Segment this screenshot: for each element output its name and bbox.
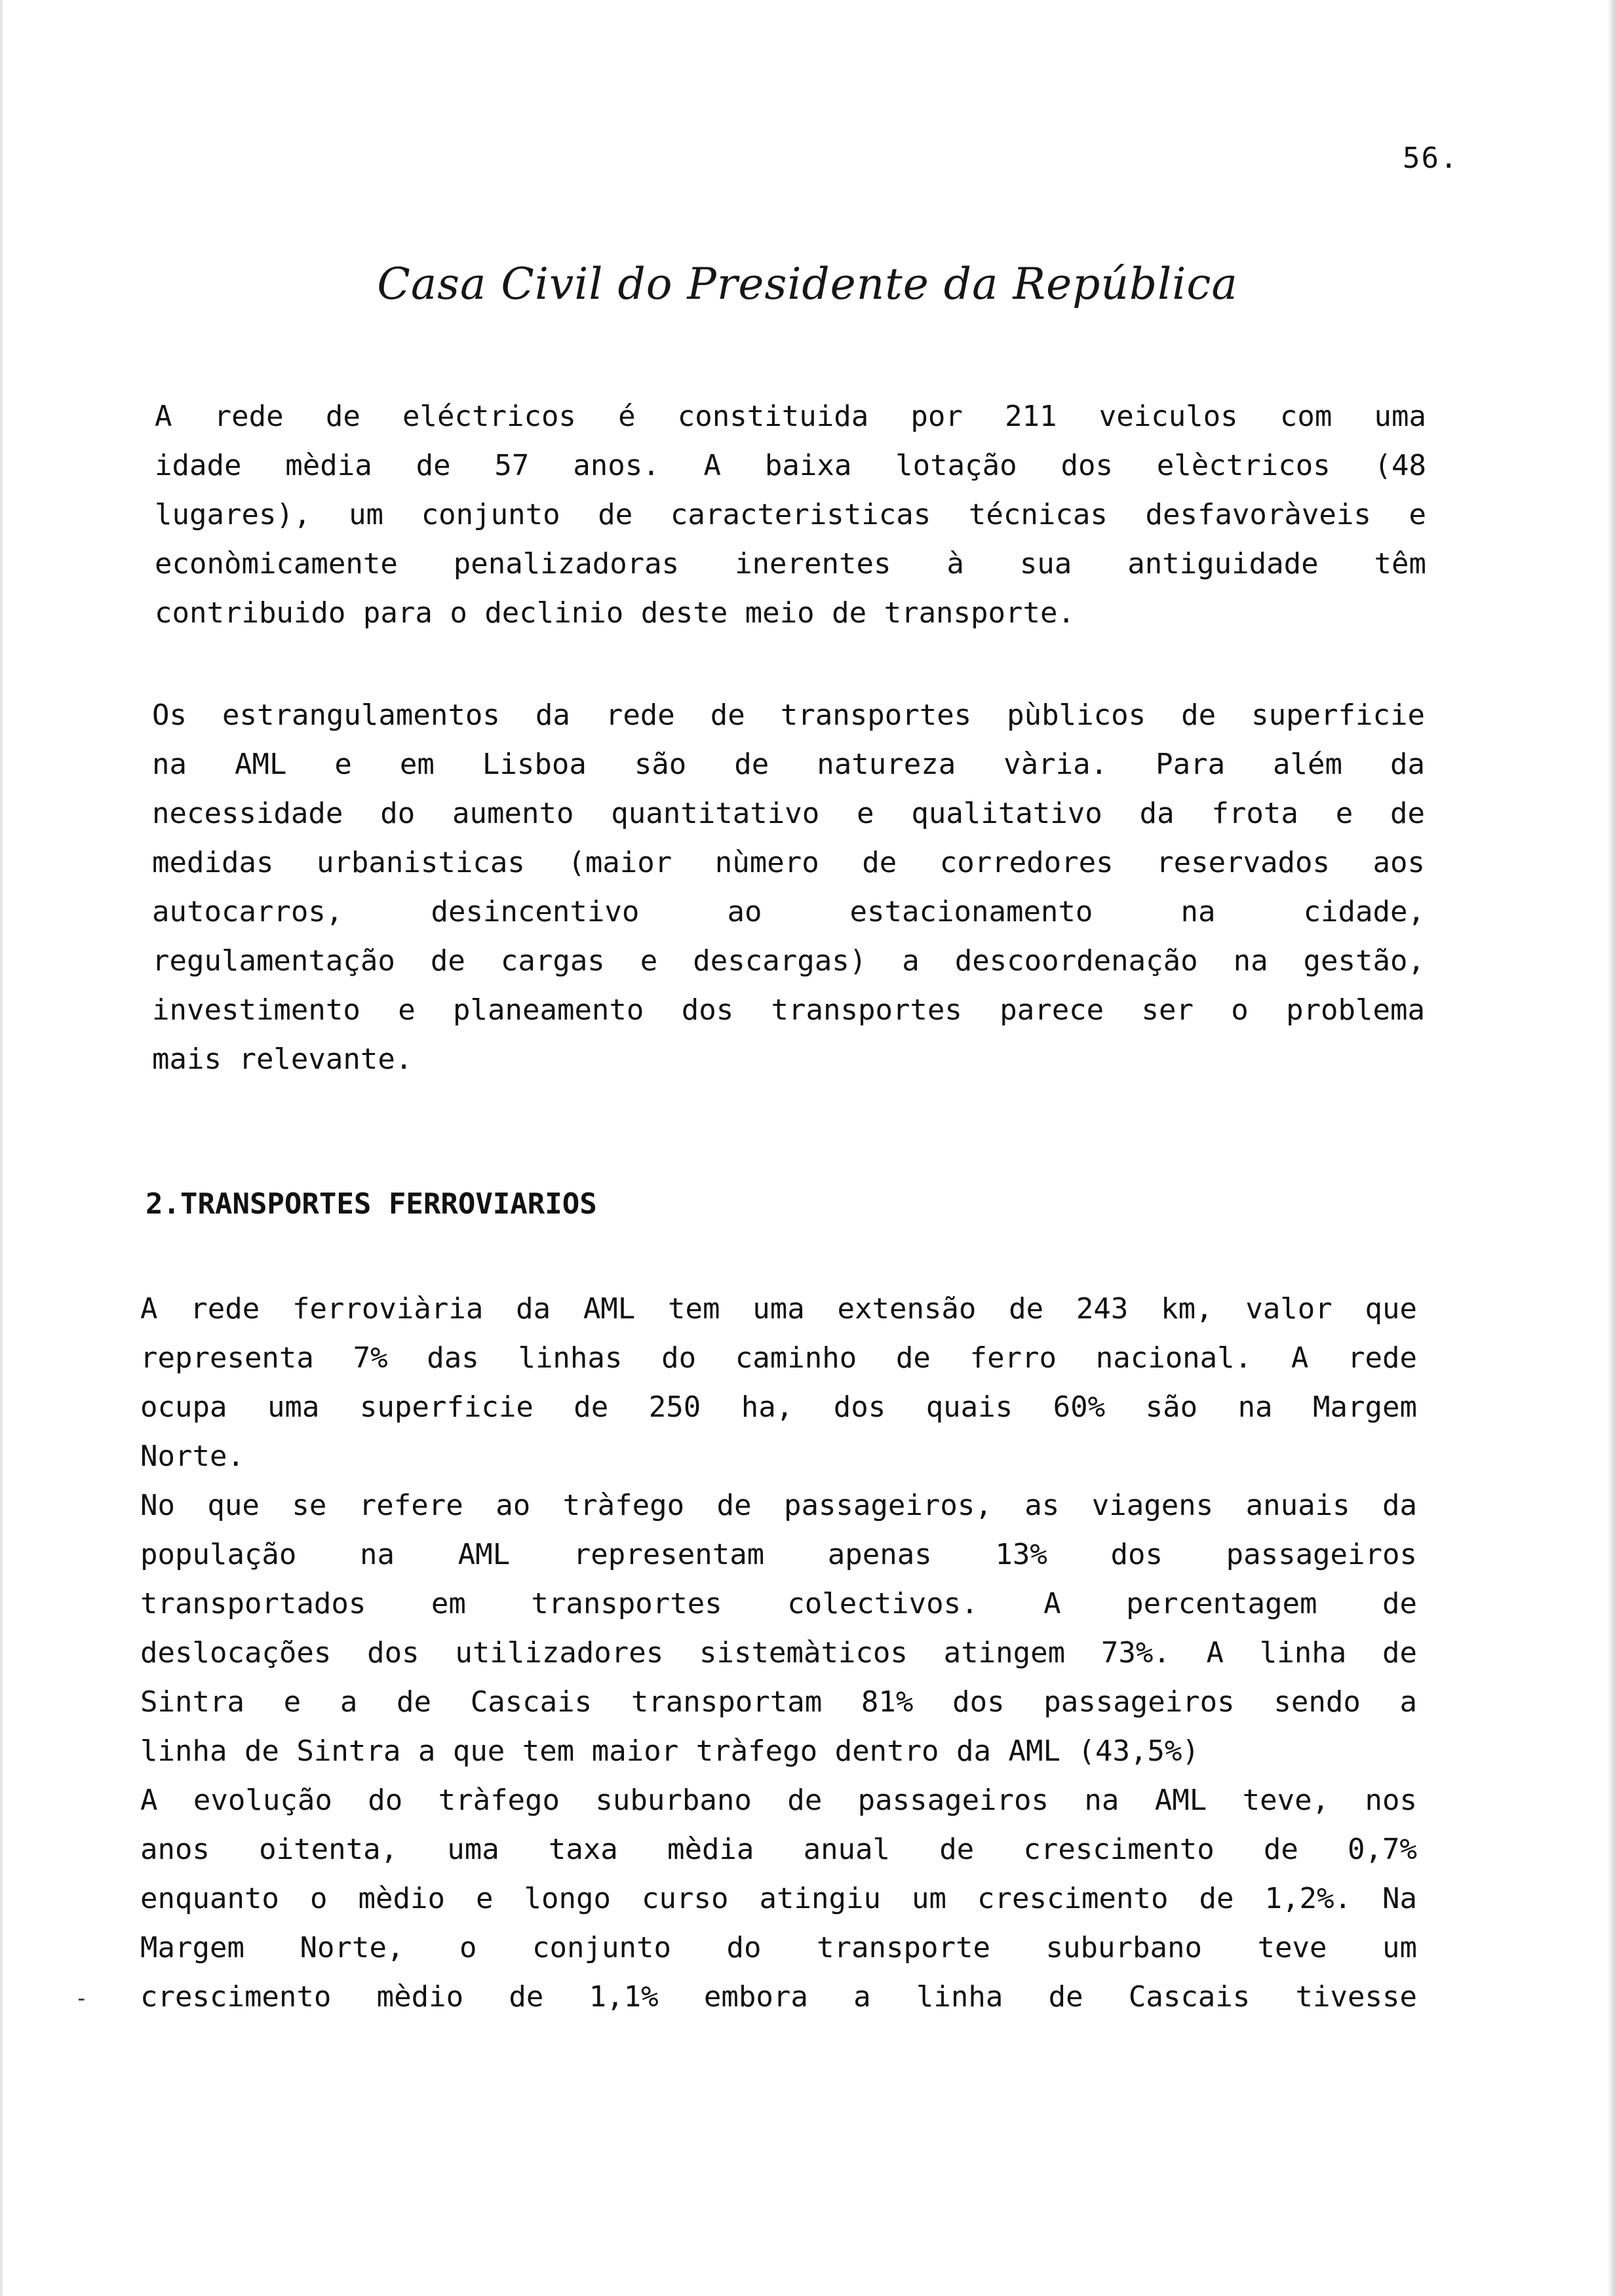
paragraph-line: idade mèdia de 57 anos. A baixa lotação dos elèctricos (48 — [155, 449, 1426, 482]
section-line: No que se refere ao tràfego de passageiros, as viagens anuais da — [140, 1489, 1417, 1522]
section-line: anos oitenta, uma taxa mèdia anual de crescimento de 0,7% — [140, 1833, 1417, 1866]
paragraph-line: mais relevante. — [152, 1043, 413, 1076]
letterhead: Casa Civil do Presidente da República — [377, 259, 1238, 309]
section-line: população na AML representam apenas 13% dos passageiros — [140, 1538, 1417, 1571]
section-line: Sintra e a de Cascais transportam 81% dos passageiros sendo a — [140, 1685, 1417, 1719]
paragraph-line: na AML e em Lisboa são de natureza vària. Para além da — [152, 748, 1425, 781]
section-line: ocupa uma superficie de 250 ha, dos quais 60% são na Margem — [140, 1390, 1417, 1424]
paragraph-line: contribuido para o declinio deste meio de transporte. — [155, 596, 1075, 630]
paragraph-line: Os estrangulamentos da rede de transportes pùblicos de superficie — [152, 698, 1425, 732]
paragraph-line: medidas urbanisticas (maior nùmero de corredores reservados aos — [152, 846, 1425, 879]
margin-mark: - — [75, 1985, 88, 2012]
paragraph-line: regulamentação de cargas e descargas) a descoordenação na gestão, — [152, 944, 1425, 978]
paragraph-line: econòmicamente penalizadoras inerentes à sua antiguidade têm — [155, 547, 1426, 581]
page-number: 56. — [1403, 142, 1459, 175]
scan-edge-right — [1607, 0, 1615, 2296]
paragraph-line: necessidade do aumento quantitativo e qualitativo da frota e de — [152, 797, 1425, 830]
section-body — [140, 1284, 1417, 2021]
paragraph-line: investimento e planeamento dos transportes parece ser o problema — [152, 993, 1425, 1027]
section-line: crescimento mèdio de 1,1% embora a linha de Cascais tivesse — [140, 1980, 1417, 2014]
paragraph-bottlenecks — [152, 691, 1425, 1084]
section-line: A rede ferroviària da AML tem uma extensão de 243 km, valor que — [140, 1292, 1417, 1326]
section-heading: 2.TRANSPORTES FERROVIARIOS — [146, 1187, 597, 1221]
paragraph-line: A rede de eléctricos é constituida por 211 veiculos com uma — [155, 400, 1426, 433]
section-line: deslocações dos utilizadores sistemàticos atingem 73%. A linha de — [140, 1636, 1417, 1670]
section-line: Margem Norte, o conjunto do transporte suburbano teve um — [140, 1931, 1417, 1964]
section-line: representa 7% das linhas do caminho de ferro nacional. A rede — [140, 1341, 1417, 1375]
paragraph-line: autocarros, desincentivo ao estacionamento na cidade, — [152, 895, 1425, 928]
section-line: linha de Sintra a que tem maior tràfego dentro da AML (43,5%) — [140, 1734, 1199, 1768]
section-line: transportados em transportes colectivos. A percentagem de — [140, 1587, 1417, 1620]
scan-edge-left — [0, 0, 3, 2296]
section-line: A evolução do tràfego suburbano de passageiros na AML teve, nos — [140, 1784, 1417, 1817]
section-line: enquanto o mèdio e longo curso atingiu um crescimento de 1,2%. Na — [140, 1882, 1417, 1915]
section-line: Norte. — [140, 1440, 244, 1473]
paragraph-electric-trams — [155, 392, 1426, 638]
paragraph-line: lugares), um conjunto de caracteristicas técnicas desfavoràveis e — [155, 498, 1426, 531]
